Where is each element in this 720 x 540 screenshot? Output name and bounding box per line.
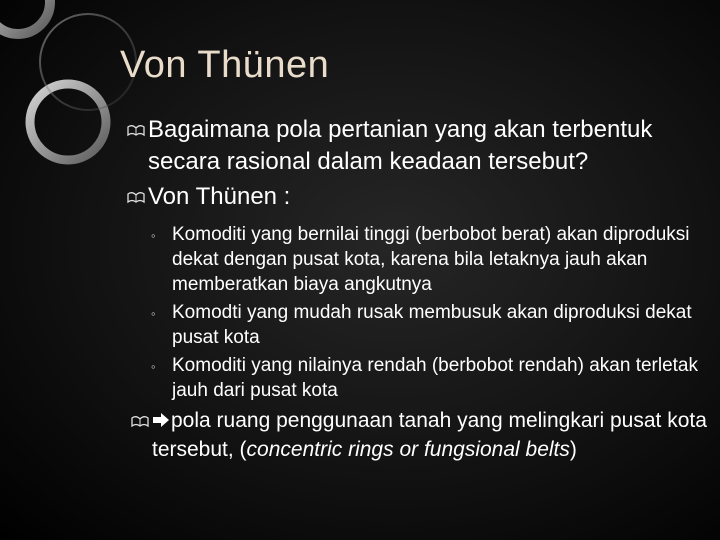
- conclusion-italic-text: concentric rings or fungsional belts: [246, 438, 570, 461]
- conclusion-text: pola ruang penggunaan tanah yang melingkari pusat kota tersebut, (: [152, 409, 707, 461]
- bullet-text: Von Thünen :: [148, 183, 291, 210]
- slide-title: Von Thünen: [120, 44, 330, 86]
- slide-content: [126, 114, 716, 464]
- sub-bullet-text: Komoditi yang bernilai tinggi (berbobot berat) akan diproduksi dekat dengan pusat kota, karena bila letaknya jauh akan memberatkan biaya angkutnya: [172, 224, 690, 295]
- sub-bullet-text: Komoditi yang nilainya rendah (berbobot rendah) akan terletak jauh dari pusat kota: [172, 355, 698, 401]
- conclusion-end-text: ): [569, 438, 577, 461]
- sub-bullet-point: [126, 353, 716, 403]
- book-bullet-icon: [130, 411, 150, 431]
- decor-ring-large: [0, 0, 50, 34]
- decor-ring-medium: [30, 84, 106, 160]
- sub-bullet-point: [126, 222, 716, 297]
- book-bullet-icon: [126, 187, 146, 207]
- bullet-point: [126, 114, 716, 178]
- circle-bullet-icon: ◦: [151, 228, 156, 243]
- circle-bullet-icon: ◦: [151, 359, 156, 374]
- bullet-text: Bagaimana pola pertanian yang akan terbentuk secara rasional dalam keadaan tersebut?: [148, 116, 653, 175]
- book-bullet-icon: [126, 120, 146, 140]
- sub-bullet-point: [126, 300, 716, 350]
- circle-bullet-icon: ◦: [151, 306, 156, 321]
- conclusion-point: [130, 406, 716, 464]
- bullet-point: [126, 181, 716, 213]
- sub-bullet-text: Komodti yang mudah rusak membusuk akan diproduksi dekat pusat kota: [172, 302, 692, 348]
- right-arrow-icon: [152, 412, 170, 428]
